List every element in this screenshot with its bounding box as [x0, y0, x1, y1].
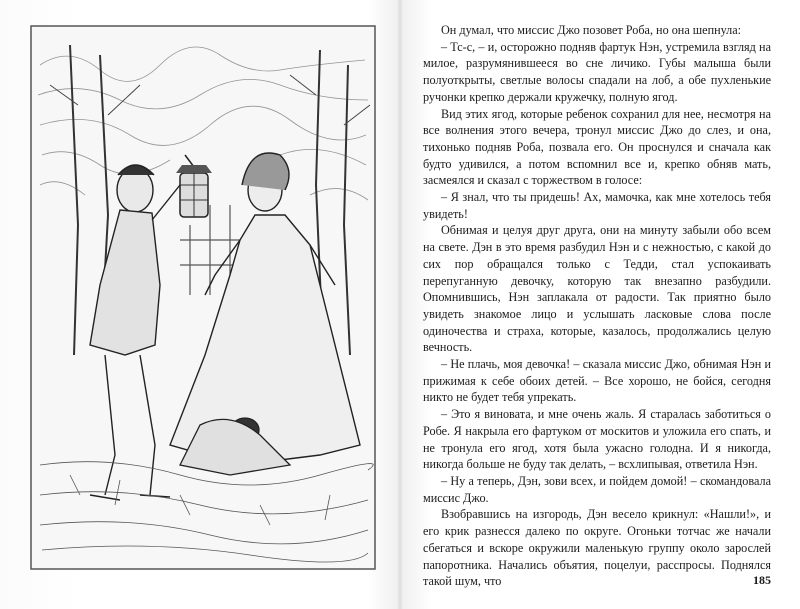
paragraph: – Тс-с, – и, осторожно подняв фартук Нэн, устремила взгляд на милое, разрумянившееся во сне личико. Губы малыша были полуоткрыты, светлые волосы спадали на лоб, а обе пухленькие ручонки крепко держали кружечку, полную ягод.: [423, 39, 771, 104]
lantern-scene-illustration: [30, 25, 376, 570]
illustration-drawing: [30, 25, 376, 570]
paragraph: – Ну а теперь, Дэн, зови всех, и пойдем домой! – скомандовала миссис Джо.: [423, 473, 771, 505]
paragraph: Обнимая и целуя друг друга, они на минуту забыли обо всем на свете. Дэн в это время разбудил Нэн и с нежностью, с какой до сих пор обращался только с Тедди, стал успокаивать перепуганную девочку, которую так внезапно разбудили. Опомнившись, Нэн заплакала от радости. Так приятно было увидеть знакомое лицо и услышать ласковые слова после одиночества и страха, которые, казалось, продолжались целую вечность.: [423, 223, 771, 355]
left-page: [0, 0, 397, 609]
paragraph: – Я знал, что ты придешь! Ах, мамочка, как мне хотелось тебя увидеть!: [423, 190, 771, 221]
paragraph: Он думал, что миссис Джо позовет Роба, но она шепнула:: [441, 23, 742, 37]
page-number: 185: [753, 573, 771, 587]
paragraph: – Не плачь, моя девочка! – сказала миссис Джо, обнимая Нэн и прижимая к себе обоих детей. – Все хорошо, не бойся, сегодня никто не будет тебя упрекать.: [423, 357, 771, 405]
paragraph: Вид этих ягод, которые ребенок сохранил для нее, несмотря на все волнения этого вечера, тронул миссис Джо до слез, и она, тихонько подняв Роба, позвала его. Он проснулся и сначала как будто удивился, а потом вспомнил все и, крепко обняв мать, засмеялся и сказал с торжеством в голосе:: [423, 106, 771, 188]
body-text: [423, 22, 771, 590]
paragraph: Взобравшись на изгородь, Дэн весело крикнул: «Нашли!», и его крик разнесся далеко по округе. Огоньки тотчас же начали сбегаться и вскоре окружили маленькую группу около зарослей папоротника. Начались объятия, поцелуи, расспросы. Поднялся такой шум, что: [423, 507, 771, 589]
paragraph: – Это я виновата, и мне очень жаль. Я старалась заботиться о Робе. Я накрыла его фартуком от москитов и уложила его спать, и не тронула его ягод, хотя была ужасно голодна. И я никогда, никогда больше не буду так делать, – всхлипывая, ответила Нэн.: [423, 407, 771, 472]
right-page: [403, 0, 800, 609]
